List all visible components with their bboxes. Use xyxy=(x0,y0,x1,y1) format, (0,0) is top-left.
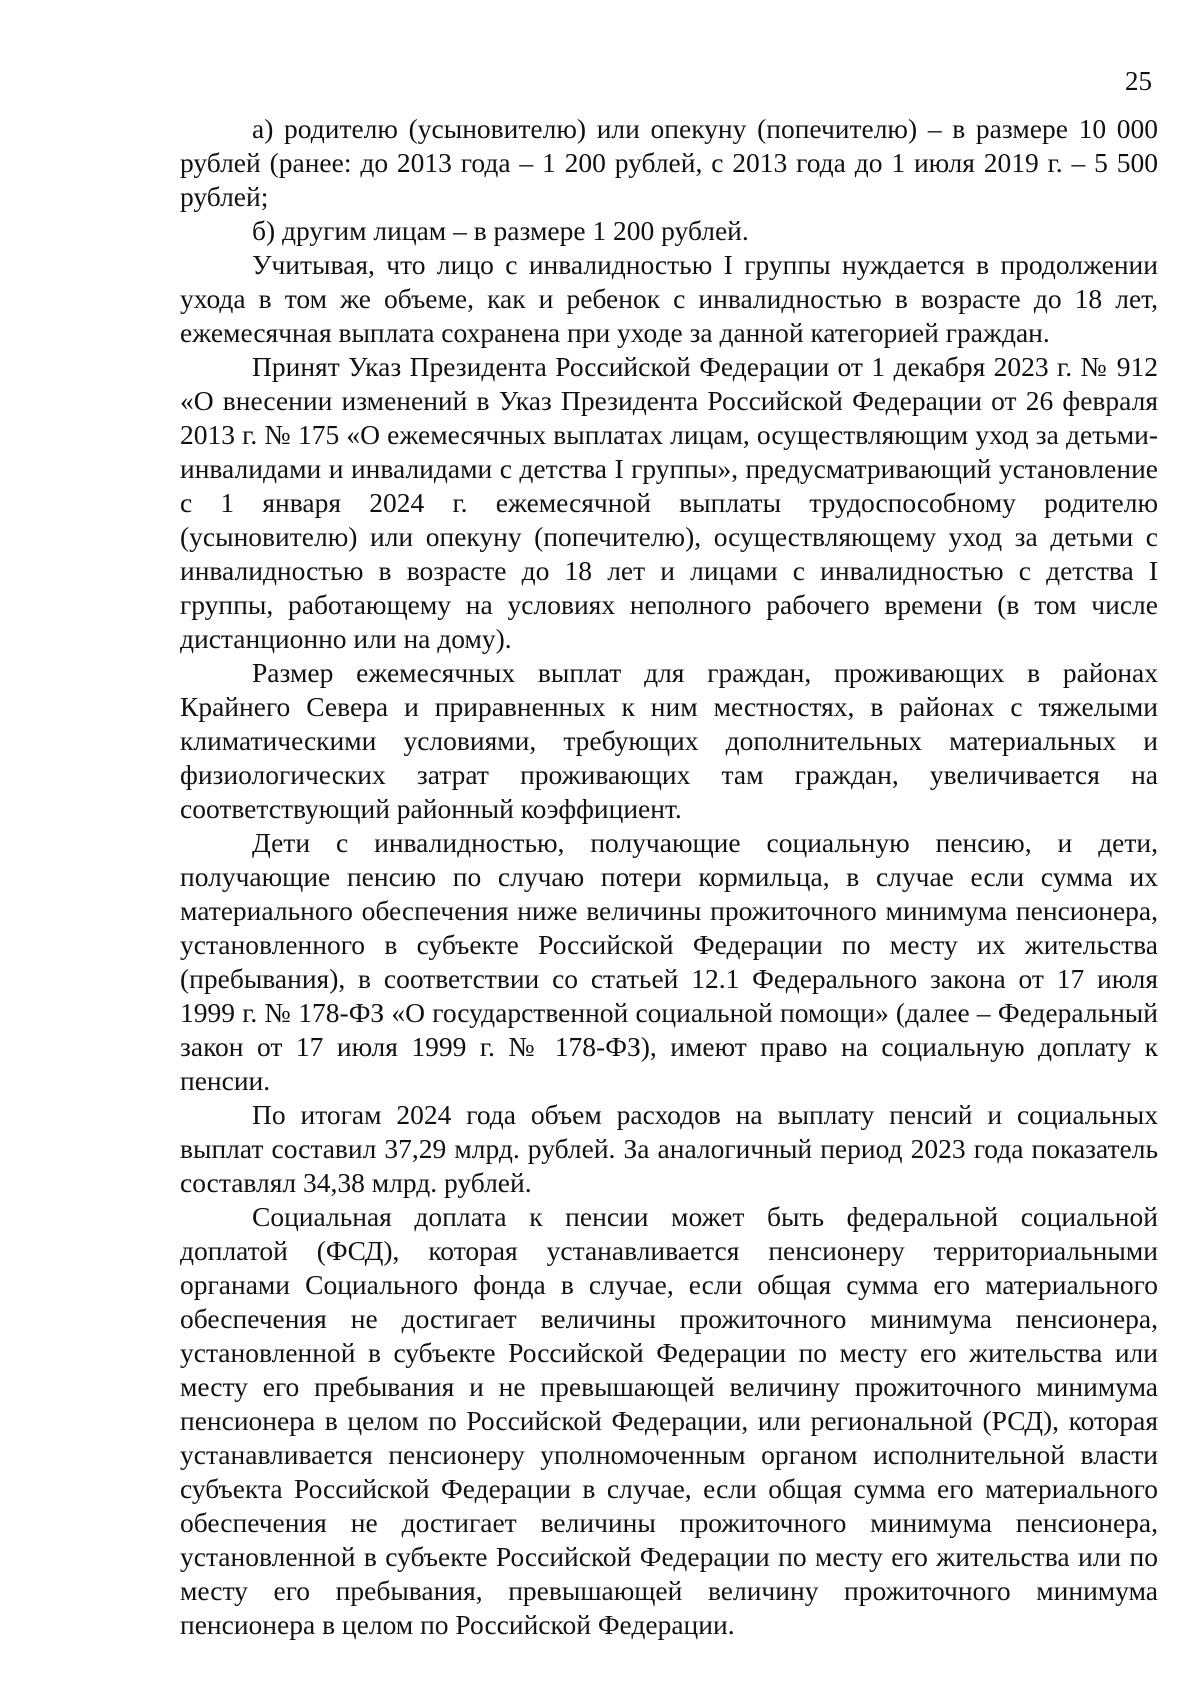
paragraph-item-b: б) другим лицам – в размере 1 200 рублей. xyxy=(252,215,749,246)
document-body xyxy=(180,112,1158,1642)
paragraph-social-supplement-types: Социальная доплата к пенсии может быть федеральной социальной доплатой (ФСД), которая устанавливается пенсионеру территориальными органами Социального фонда в случае, если общая сумма его материального обеспечения не достигает величины прожиточного минимума пенсионера, установленной в субъекте Российской Федерации по месту его жительства или месту его пребывания и не превышающей величину прожиточного минимума пенсионера в целом по Российской Федерации, или региональной (РСД), которая устанавливается пенсионеру уполномоченным органом исполнительной власти субъекта Российской Федерации в случае, если общая сумма его материального обеспечения не достигает величины прожиточного минимума пенсионера, установленной в субъекте Российской Федерации по месту его жительства или по месту его пребывания, превышающей величину прожиточного минимума пенсионера в целом по Российской Федерации. xyxy=(180,1201,1158,1640)
paragraph-northern-coefficient: Размер ежемесячных выплат для граждан, проживающих в районах Крайнего Севера и приравненных к ним местностях, в районах с тяжелыми климатическими условиями, требующих дополнительных материальных и физиологических затрат проживающих там граждан, увеличивается на соответствующий районный коэффициент. xyxy=(180,657,1158,824)
paragraph-item-a: а) родителю (усыновителю) или опекуну (попечителю) – в размере 10 000 рублей (ранее: до 2013 года – 1 200 рублей, с 2013 года до 1 июля 2019 г. – 5 500 рублей; xyxy=(180,113,1158,212)
paragraph-children-supplement: Дети с инвалидностью, получающие социальную пенсию, и дети, получающие пенсию по случаю потери кормильца, в случае если сумма их материального обеспечения ниже величины прожиточного минимума пенсионера, установленного в субъекте Российской Федерации по месту их жительства (пребывания), в соответствии со статьей 12.1 Федерального закона от 17 июля 1999 г. № 178-ФЗ «О государственной социальной помощи» (далее – Федеральный закон от 17 июля 1999 г. № 178-ФЗ), имеют право на социальную доплату к пенсии. xyxy=(180,827,1158,1096)
paragraph-group-one-care: Учитывая, что лицо с инвалидностью I группы нуждается в продолжении ухода в том же объеме, как и ребенок с инвалидностью в возрасте до 18 лет, ежемесячная выплата сохранена при уходе за данной категорией граждан. xyxy=(180,249,1158,348)
page-number: 25 xyxy=(1125,66,1152,96)
paragraph-presidential-decree: Принят Указ Президента Российской Федерации от 1 декабря 2023 г. № 912 «О внесении изменений в Указ Президента Российской Федерации от 26 февраля 2013 г. № 175 «О ежемесячных выплатах лицам, осуществляющим уход за детьми-инвалидами и инвалидами с детства I группы», предусматривающий установление с 1 января 2024 г. ежемесячной выплаты трудоспособному родителю (усыновителю) или опекуну (попечителю), осуществляющему уход за детьми с инвалидностью в возрасте до 18 лет и лицами с инвалидностью с детства I группы, работающему на условиях неполного рабочего времени (в том числе дистанционно или на дому). xyxy=(180,351,1158,654)
paragraph-expenditure-2024: По итогам 2024 года объем расходов на выплату пенсий и социальных выплат составил 37,29 млрд. рублей. За аналогичный период 2023 года показатель составлял 34,38 млрд. рублей. xyxy=(180,1099,1158,1198)
